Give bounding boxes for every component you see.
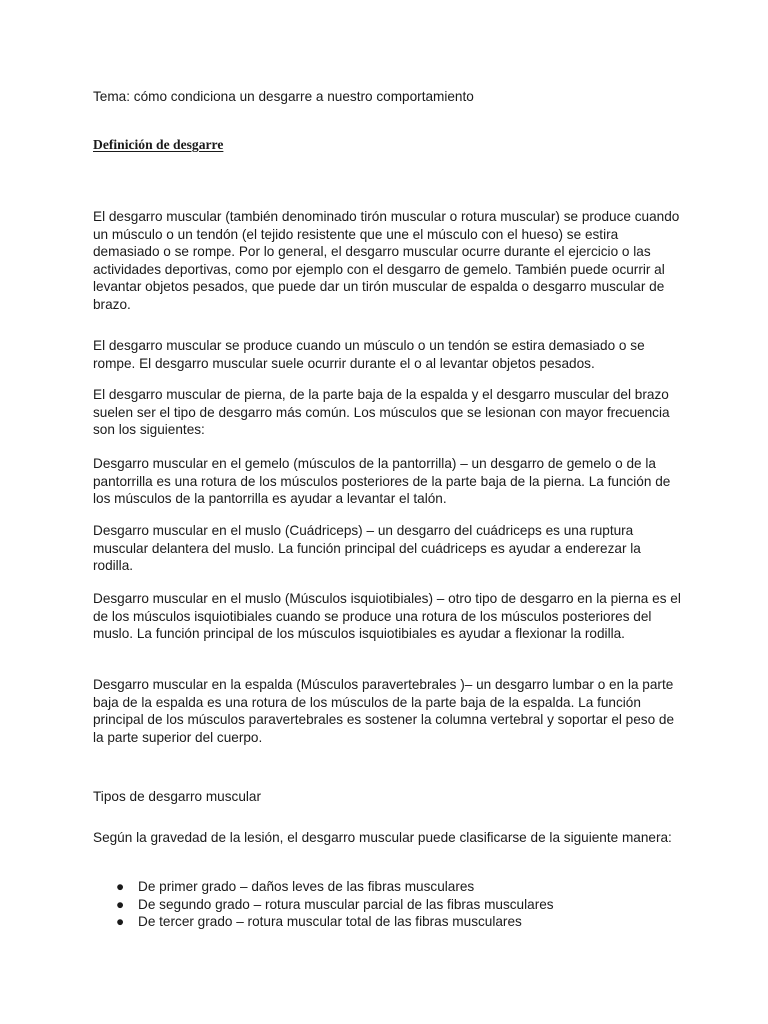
- list-item: [93, 913, 693, 931]
- list-item-text: De segundo grado – rotura muscular parcial de las fibras musculares: [138, 896, 554, 912]
- types-list: [93, 878, 693, 931]
- list-item: [93, 896, 693, 914]
- types-intro: Según la gravedad de la lesión, el desgarro muscular puede clasificarse de la siguiente manera:: [93, 830, 672, 845]
- paragraph-common-types: El desgarro muscular de pierna, de la parte baja de la espalda y el desgarro muscular del brazo suelen ser el tipo de desgarro más común. Los músculos que se lesionan con mayor frecuencia son los siguientes:: [93, 387, 670, 438]
- bullet-icon: ●: [116, 914, 125, 930]
- bullet-icon: ●: [116, 879, 125, 894]
- bullet-icon: ●: [116, 896, 125, 912]
- paragraph-cause: El desgarro muscular se produce cuando un músculo o un tendón se estira demasiado o se rompe. El desgarro muscular suele ocurrir durante el o al levantar objetos pesados.: [93, 338, 645, 371]
- definition-heading: Definición de desgarre: [93, 137, 224, 152]
- paragraph-definition: El desgarro muscular (también denominado tirón muscular o rotura muscular) se produce cuando un músculo o un tendón (el tejido resistente que une el músculo con el hueso) se estira demasiado o se rompe. Por lo general, el desgarro muscular ocurre durante el ejercicio o las actividades deportivas, como por ejemplo con el desgarro de gemelo. También puede ocurrir al levantar objetos pesados, que puede dar un tirón muscular de espalda o desgarro muscular de brazo.: [93, 209, 680, 312]
- paragraph-calf: Desgarro muscular en el gemelo (músculos de la pantorrilla) – un desgarro de gemelo o de la pantorrilla es una rotura de los músculos posteriores de la parte baja de la pierna. La función de los músculos de la pantorrilla es ayudar a levantar el talón.: [93, 456, 671, 507]
- list-item-text: De tercer grado – rotura muscular total de las fibras musculares: [138, 914, 522, 930]
- types-heading: Tipos de desgarro muscular: [93, 789, 261, 804]
- topic-line: Tema: cómo condiciona un desgarre a nuestro comportamiento: [93, 89, 474, 104]
- list-item: [93, 878, 693, 896]
- paragraph-quadriceps: Desgarro muscular en el muslo (Cuádriceps) – un desgarro del cuádriceps es una ruptura muscular delantera del muslo. La función principal del cuádriceps es ayudar a enderezar la rodilla.: [93, 523, 641, 574]
- list-item-text: De primer grado – daños leves de las fibras musculares: [138, 879, 475, 894]
- paragraph-hamstrings: Desgarro muscular en el muslo (Músculos isquiotibiales) – otro tipo de desgarro en la pierna es el de los músculos isquiotibiales cuando se produce una rotura de los músculos posteriores del muslo. La función principal de los músculos isquiotibiales es ayudar a flexionar la rodilla.: [93, 591, 681, 642]
- paragraph-back: Desgarro muscular en la espalda (Músculos paravertebrales )– un desgarro lumbar o en la parte baja de la espalda es una rotura de los músculos de la parte baja de la espalda. La función principal de los músculos paravertebrales es sostener la columna vertebral y soportar el peso de la parte superior del cuerpo.: [93, 677, 675, 745]
